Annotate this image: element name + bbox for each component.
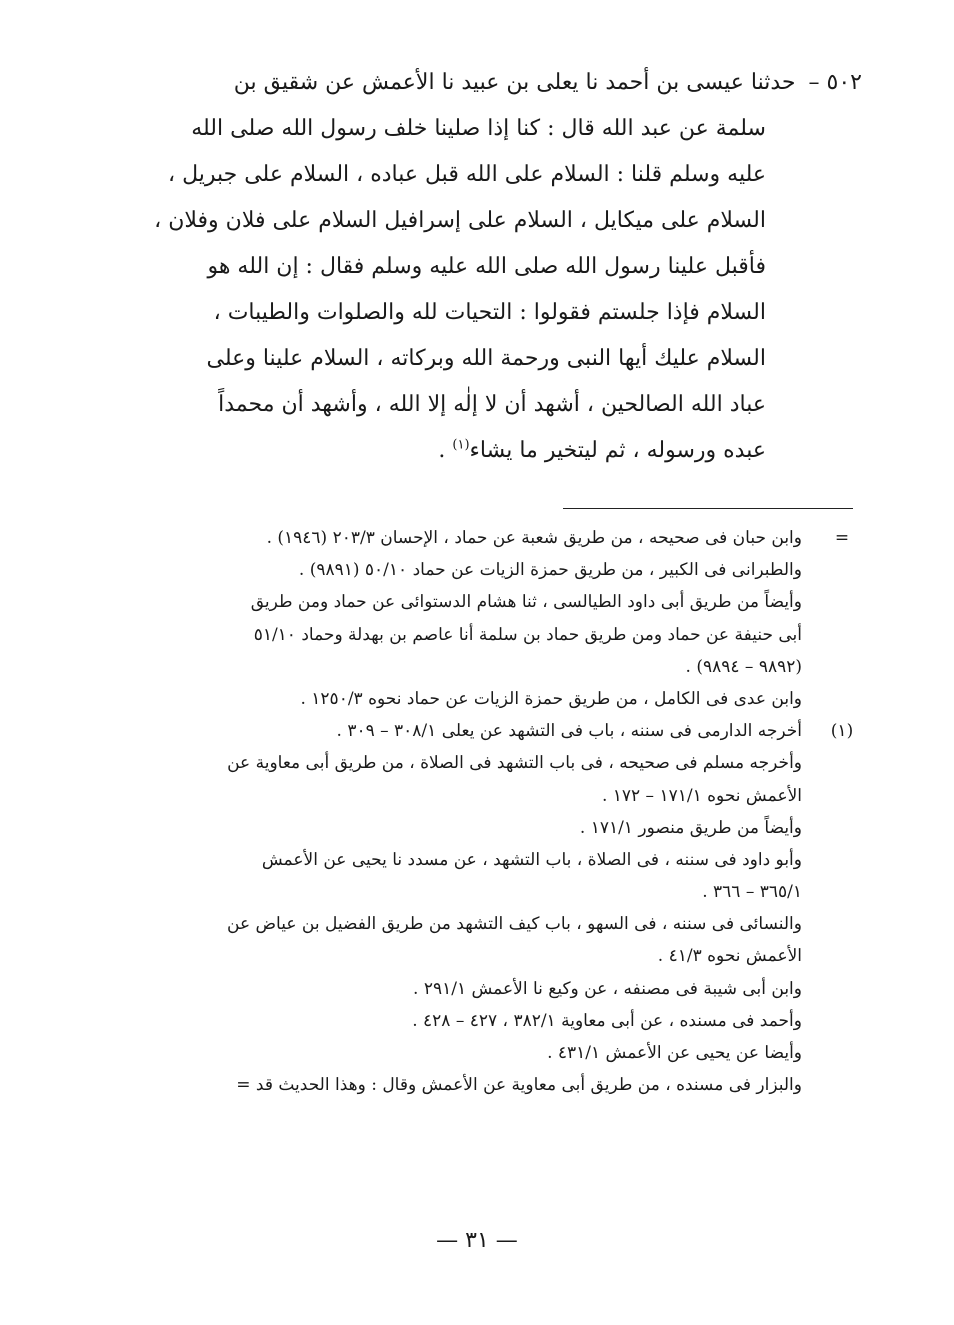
hadith-line: عباد الله الصالحين ، أشهد أن لا إلٰه إلا الله ، وأشهد أن محمداً — [218, 392, 766, 417]
hadith-number: ٥٠٢ – — [808, 70, 862, 95]
footnote-reference: (١) — [452, 437, 470, 453]
hadith-line: عليه وسلم قلنا : السلام على الله قبل عباده ، السلام على جبريل ، — [167, 162, 766, 187]
footnote-line: وابن أبى شيبة فى مصنفه ، عن وكيع نا الأعمش ٢٩١/١ . — [413, 978, 802, 999]
footnote-line: وأبو داود فى سننه ، فى الصلاة ، باب التشهد ، عن مسدد نا يحيى عن الأعمش — [261, 849, 802, 870]
footnote-line: وابن عدى فى الكامل ، من طريق حمزة الزيات عن حماد نحوه ١٢٥٠/٣ . — [300, 688, 802, 709]
hadith-line: السلام على ميكايل ، السلام على إسرافيل السلام على فلان وفلان ، — [154, 208, 766, 233]
hadith-line: فأقبل علينا رسول الله صلى الله عليه وسلم فقال : إن الله هو — [207, 254, 766, 279]
hadith-line: سلمة عن عبد الله قال : كنا إذا صلينا خلف رسول الله صلى الله — [191, 116, 766, 141]
footnote-line: وأيضا عن يحيى عن الأعمش ٤٣١/١ . — [547, 1043, 802, 1063]
footnote-marker: (١) — [830, 721, 854, 742]
footnote-line: = وابن حبان فى صحيحه ، من طريق شعبة عن حماد ، الإحسان ٢٠٣/٣ (١٩٤٦) . — [150, 522, 862, 554]
footnote-line: وأيضاً من طريق منصور ١٧١/١ . — [579, 817, 802, 838]
footnote-line: ٣٦٥/١ – ٣٦٦ . — [702, 882, 802, 903]
footnote-line: الأعمش نحوه ٤١/٣ . — [657, 946, 802, 967]
footnote-separator — [563, 508, 853, 509]
hadith-line: السلام فإذا جلستم فقولوا : التحيات لله والصلوات والطيبات ، — [213, 300, 766, 325]
hadith-line: ٥٠٢ – حدثنا عيسى بن أحمد نا يعلى بن عبيد نا الأعمش عن شقيق بن — [150, 60, 862, 106]
continuation-marker: = — [834, 528, 850, 548]
footnote-line: الأعمش نحوه ١٧١/١ – ١٧٢ . — [601, 785, 802, 806]
footnote-line: وأيضاً من طريق أبى داود الطيالسى ، ثنا هشام الدستوائى عن حماد ومن طريق — [250, 592, 802, 613]
hadith-line: عبده ورسوله ، ثم ليتخير ما يشاء$^{(١)}$ . — [438, 437, 766, 463]
page-number: — ٣١ — — [436, 1228, 518, 1253]
footnote-line: والنسائى فى سننه ، فى السهو ، باب كيف التشهد من طريق الفضيل بن عياض عن — [227, 914, 802, 935]
footnote-line: وأخرجه مسلم فى صحيحه ، فى باب التشهد فى الصلاة ، من طريق أبى معاوية عن — [227, 753, 802, 774]
hadith-text — [150, 60, 862, 474]
footnote-line: وأحمد فى مسنده ، عن أبى معاوية ٣٨٢/١ ، ٤٢٧ – ٤٢٨ . — [412, 1010, 802, 1031]
footnote-line: والطبرانى فى الكبير ، من طريق حمزة الزيات عن حماد ٥٠/١٠ (٩٨٩١) . — [298, 560, 802, 581]
footnote-line: (١) أخرجه الدارمى فى سننه ، باب فى التشهد عن يعلى ٣٠٨/١ – ٣٠٩ . — [150, 715, 862, 747]
footnote-line: أبى حنيفة عن حماد ومن طريق حماد بن سلمة أنا عاصم بن بهدلة وحماد ٥١/١٠ — [253, 624, 802, 645]
footnotes — [150, 522, 862, 1101]
hadith-line: السلام عليك أيها النبى ورحمة الله وبركاته ، السلام علينا وعلى — [206, 346, 766, 371]
footnote-line: (٩٨٩٢ – ٩٨٩٤) . — [685, 656, 802, 677]
footnote-line: والبزار فى مسنده ، من طريق أبى معاوية عن الأعمش وقال : وهذا الحديث قد = — [236, 1075, 802, 1096]
